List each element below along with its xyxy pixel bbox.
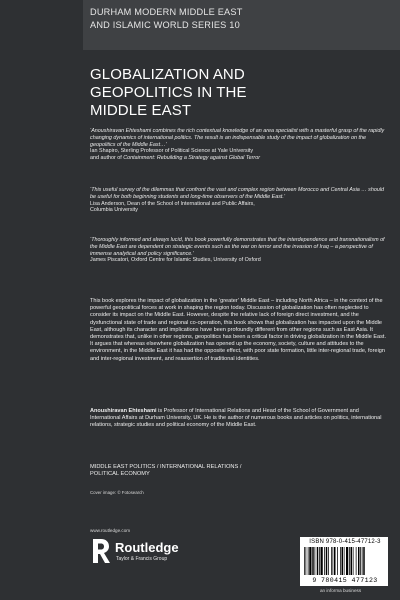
quote-attribution: James Piscatori, Oxford Centre for Islamic Studies, University of Oxford <box>90 257 261 264</box>
publisher-website: www.routledge.com <box>90 528 131 533</box>
author-name: Anoushiravan Ehteshami <box>90 408 157 414</box>
barcode-bar <box>340 547 341 575</box>
review-quote-shapiro <box>90 128 390 162</box>
quote-text: ‘Anoushiravan Ehteshami combines the rich contextual knowledge of an area specialist with a masterful grasp of the rapidly changing dynamics of international politics. The result is an indispensable study of the impact of globalization on the geopolitics of the Middle East…’ <box>90 128 385 148</box>
publisher-group: Taylor & Francis Group <box>116 556 168 562</box>
subjects-line-1: MIDDLE EAST POLITICS / INTERNATIONAL RELATIONS / <box>90 464 242 470</box>
barcode-icon <box>304 547 384 577</box>
publisher-logo-block <box>90 537 220 567</box>
barcode-bar <box>334 547 336 575</box>
barcode-bar <box>324 547 325 575</box>
barcode-bar <box>362 547 363 575</box>
attribution-prefix: and author of <box>90 155 124 162</box>
attribution-book-title: Containment: Rebuilding a Strategy against Global Terror <box>123 155 261 162</box>
barcode-bar <box>337 547 338 575</box>
cover-image-credit: Cover image: © Fotosearch <box>90 490 144 495</box>
isbn-label: ISBN 978-0-415-47712-3 <box>309 539 381 545</box>
barcode-bar <box>319 547 320 575</box>
barcode-bar <box>360 547 361 575</box>
barcode-bar <box>331 547 332 575</box>
barcode-bar <box>349 547 350 575</box>
quote-text: ‘This useful survey of the dilemmas that confront the vast and complex region between Morocco and Central Asia … should be useful for both beginning students and long-time observers of the Middle East.’ <box>90 187 385 200</box>
book-description: This book explores the impact of globalization in the ‘greater’ Middle East – including North Africa – in the context of the powerful geopolitical forces at work in shaping the region today. Discussion of globalization has often neglected to consider its impact on the Middle East. However, despite the relative lack of foreign direct investment, and the dysfunctional state of trade and regional co-operation, this book shows that globalization has impacted upon the Middle East, although its character and implications have been profoundly different from other regions such as East Asia. It demonstrates that, unlike in other regions, geopolitics has been a critical factor in driving globalization in the Middle East. It argues that whereas elsewhere globalization has opened up the economy, society, culture and attitudes to the environment, in the Middle East it has had the opposite effect, with poor state formation, little inter-regional trade, foreign and inter-regional investment, and reassertion of traditional identities. <box>90 298 386 362</box>
isbn-barcode <box>300 537 388 586</box>
barcode-bar <box>363 547 365 575</box>
title-line-2: GEOPOLITICS IN THE <box>90 84 247 101</box>
barcode-bar <box>346 547 348 575</box>
subjects-line-2: POLITICAL ECONOMY <box>90 471 150 478</box>
barcode-bar <box>358 547 360 575</box>
barcode-bar <box>353 547 354 575</box>
title-line-3: MIDDLE EAST <box>90 102 192 119</box>
barcode-bar <box>328 547 329 575</box>
review-quote-anderson <box>90 187 390 214</box>
barcode-bar <box>317 547 319 575</box>
quote-attribution-book <box>90 155 390 162</box>
review-quote-piscatori <box>90 237 390 264</box>
barcode-bar <box>306 547 307 575</box>
barcode-bar <box>308 547 309 575</box>
subject-categories <box>90 464 390 479</box>
barcode-bar <box>309 547 311 575</box>
barcode-bar <box>342 547 344 575</box>
barcode-bar <box>321 547 323 575</box>
informa-tagline: an informa business <box>320 588 362 593</box>
quote-attribution-affiliation: Columbia University <box>90 207 138 214</box>
barcode-bar <box>333 547 334 575</box>
barcode-bar <box>356 547 357 575</box>
author-bio <box>90 408 390 430</box>
author-bio-text: is Professor of International Relations and Head of the School of Government and International Affairs at Durham University, UK. He is the author of numerous books and articles on politics, international relations, strategic studies and political economy of the Middle East. <box>90 408 382 429</box>
barcode-bar <box>351 547 353 575</box>
title-line-1: GLOBALIZATION AND <box>90 66 245 83</box>
barcode-bar <box>344 547 345 575</box>
series-line-2: AND ISLAMIC WORLD SERIES 10 <box>90 20 240 30</box>
barcode-digits: 9 780415 477123 <box>312 577 378 584</box>
book-title <box>90 66 390 120</box>
series-line-1: DURHAM MODERN MIDDLE EAST <box>90 7 243 17</box>
barcode-bar <box>326 547 328 575</box>
quote-attribution: Lisa Anderson, Dean of the School of International and Public Affairs, <box>90 200 255 207</box>
routledge-logo-icon <box>90 537 112 565</box>
barcode-bar <box>312 547 314 575</box>
publisher-name: Routledge <box>115 540 179 555</box>
barcode-bar <box>304 547 305 575</box>
quote-text: ‘Thoroughly informed and always lucid, this book powerfully demonstrates that the interdependence and transnationalism of the Middle East are dependent on strategic events such as the war on terror and the invasion of Iraq – a perspective of immense analytical and policy significance.’ <box>90 237 385 257</box>
series-name <box>90 6 390 32</box>
barcode-bar <box>315 547 316 575</box>
quote-attribution: Ian Shapiro, Sterling Professor of Political Science at Yale University <box>90 148 254 155</box>
